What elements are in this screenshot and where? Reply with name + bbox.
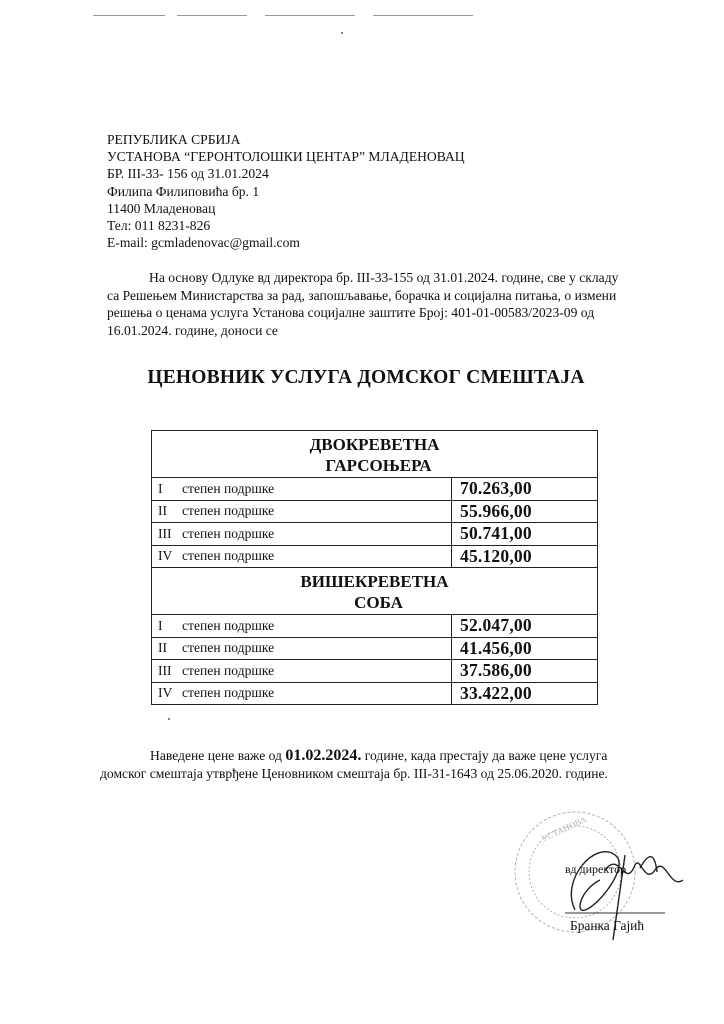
support-level-cell xyxy=(152,500,452,523)
support-level-cell xyxy=(152,637,452,660)
category-header xyxy=(152,568,598,615)
level-label: степен подршке xyxy=(182,640,275,656)
table-row xyxy=(152,478,598,501)
signatory-name: Бранка Гајић xyxy=(570,918,645,933)
level-label: степен подршке xyxy=(182,685,275,701)
header-city: 11400 Младеновац xyxy=(107,200,216,216)
level-label: степен подршке xyxy=(182,525,275,541)
header-street: Филипа Филиповића бр. 1 xyxy=(107,183,260,199)
table-row xyxy=(152,615,598,638)
level-label: степен подршке xyxy=(182,548,275,564)
level-numeral: II xyxy=(158,640,168,656)
intro-line: решења о ценама услуга Установа социјалне заштите Број: 401-01-00583/2023-09 од xyxy=(107,305,595,320)
intro-line: са Решењем Министарства за рад, запошљавање, борачка и социјална питања, о измени xyxy=(107,287,617,303)
intro-line: 16.01.2024. године, доноси се xyxy=(107,322,278,338)
header-email: E-mail: gcmladenovac@gmail.com xyxy=(107,235,300,251)
header-phone: Тел: 011 8231-826 xyxy=(107,218,211,234)
support-level-cell xyxy=(152,545,452,568)
validity-text: године, када престају да важе цене услуга xyxy=(361,748,608,763)
validity-text: Наведене цене важе од xyxy=(150,748,286,763)
level-numeral: III xyxy=(158,525,172,541)
category-header-row xyxy=(152,568,598,615)
category-name-line1: ДВОКРЕВЕТНА xyxy=(309,435,440,454)
support-level-cell xyxy=(152,478,452,501)
effective-date: 01.02.2024. xyxy=(285,747,362,764)
support-level-cell xyxy=(152,682,452,705)
price-cell: 37.586,00 xyxy=(452,660,598,683)
price-cell: 70.263,00 xyxy=(452,478,598,501)
level-numeral: I xyxy=(158,617,163,633)
validity-line: домског смештаја утврђене Ценовником смештаја бр. III-31-1643 од 25.06.2020. године. xyxy=(100,766,608,781)
price-cell: 50.741,00 xyxy=(452,523,598,546)
category-name-line2: ГАРСОЊЕРА xyxy=(325,456,432,475)
price-cell: 55.966,00 xyxy=(452,500,598,523)
signatory-role: вд директор xyxy=(565,862,627,876)
header-institution: УСТАНОВА “ГЕРОНТОЛОШКИ ЦЕНТАР” МЛАДЕНОВАЦ xyxy=(107,149,465,165)
institution-header xyxy=(107,131,465,251)
table-row xyxy=(152,637,598,660)
level-label: степен подршке xyxy=(182,480,275,496)
price-cell: 33.422,00 xyxy=(452,682,598,705)
price-cell: 41.456,00 xyxy=(452,637,598,660)
table-row xyxy=(152,500,598,523)
level-label: степен подршке xyxy=(182,662,275,678)
support-level-cell xyxy=(152,615,452,638)
level-numeral: II xyxy=(158,503,168,519)
price-cell: 45.120,00 xyxy=(452,545,598,568)
header-country: РЕПУБЛИКА СРБИЈА xyxy=(107,132,241,147)
level-label: степен подршке xyxy=(182,503,275,519)
level-numeral: III xyxy=(158,662,172,678)
svg-text:УСТАНОВА: УСТАНОВА xyxy=(539,814,589,844)
level-numeral: I xyxy=(158,480,163,496)
validity-line xyxy=(100,747,710,765)
price-cell: 52.047,00 xyxy=(452,615,598,638)
level-label: степен подршке xyxy=(182,617,275,633)
intro-line: На основу Одлуке вд директора бр. III-33-155 од 31.01.2024. године, све у складу xyxy=(149,270,619,285)
scan-artifact-line xyxy=(177,15,247,16)
category-name-line1: ВИШЕКРЕВЕТНА xyxy=(300,572,449,591)
price-table xyxy=(151,430,598,705)
category-header xyxy=(152,431,598,478)
document-title: ЦЕНОВНИК УСЛУГА ДОМСКОГ СМЕШТАЈА xyxy=(147,367,585,388)
support-level-cell xyxy=(152,660,452,683)
support-level-cell xyxy=(152,523,452,546)
category-header-row xyxy=(152,431,598,478)
table-row xyxy=(152,660,598,683)
intro-paragraph xyxy=(107,269,627,339)
category-name-line2: СОБА xyxy=(354,593,403,612)
table-row xyxy=(152,682,598,705)
table-row xyxy=(152,523,598,546)
table-row xyxy=(152,545,598,568)
scan-artifact-line xyxy=(373,15,473,16)
scan-artifact-line xyxy=(93,15,165,16)
scan-artifact-dot xyxy=(341,32,343,34)
scan-artifact-dot xyxy=(168,718,170,720)
header-document-number: БР. III-33- 156 од 31.01.2024 xyxy=(107,166,269,182)
level-numeral: IV xyxy=(158,548,173,564)
validity-paragraph xyxy=(100,747,710,783)
level-numeral: IV xyxy=(158,685,173,701)
scan-artifact-line xyxy=(265,15,355,16)
